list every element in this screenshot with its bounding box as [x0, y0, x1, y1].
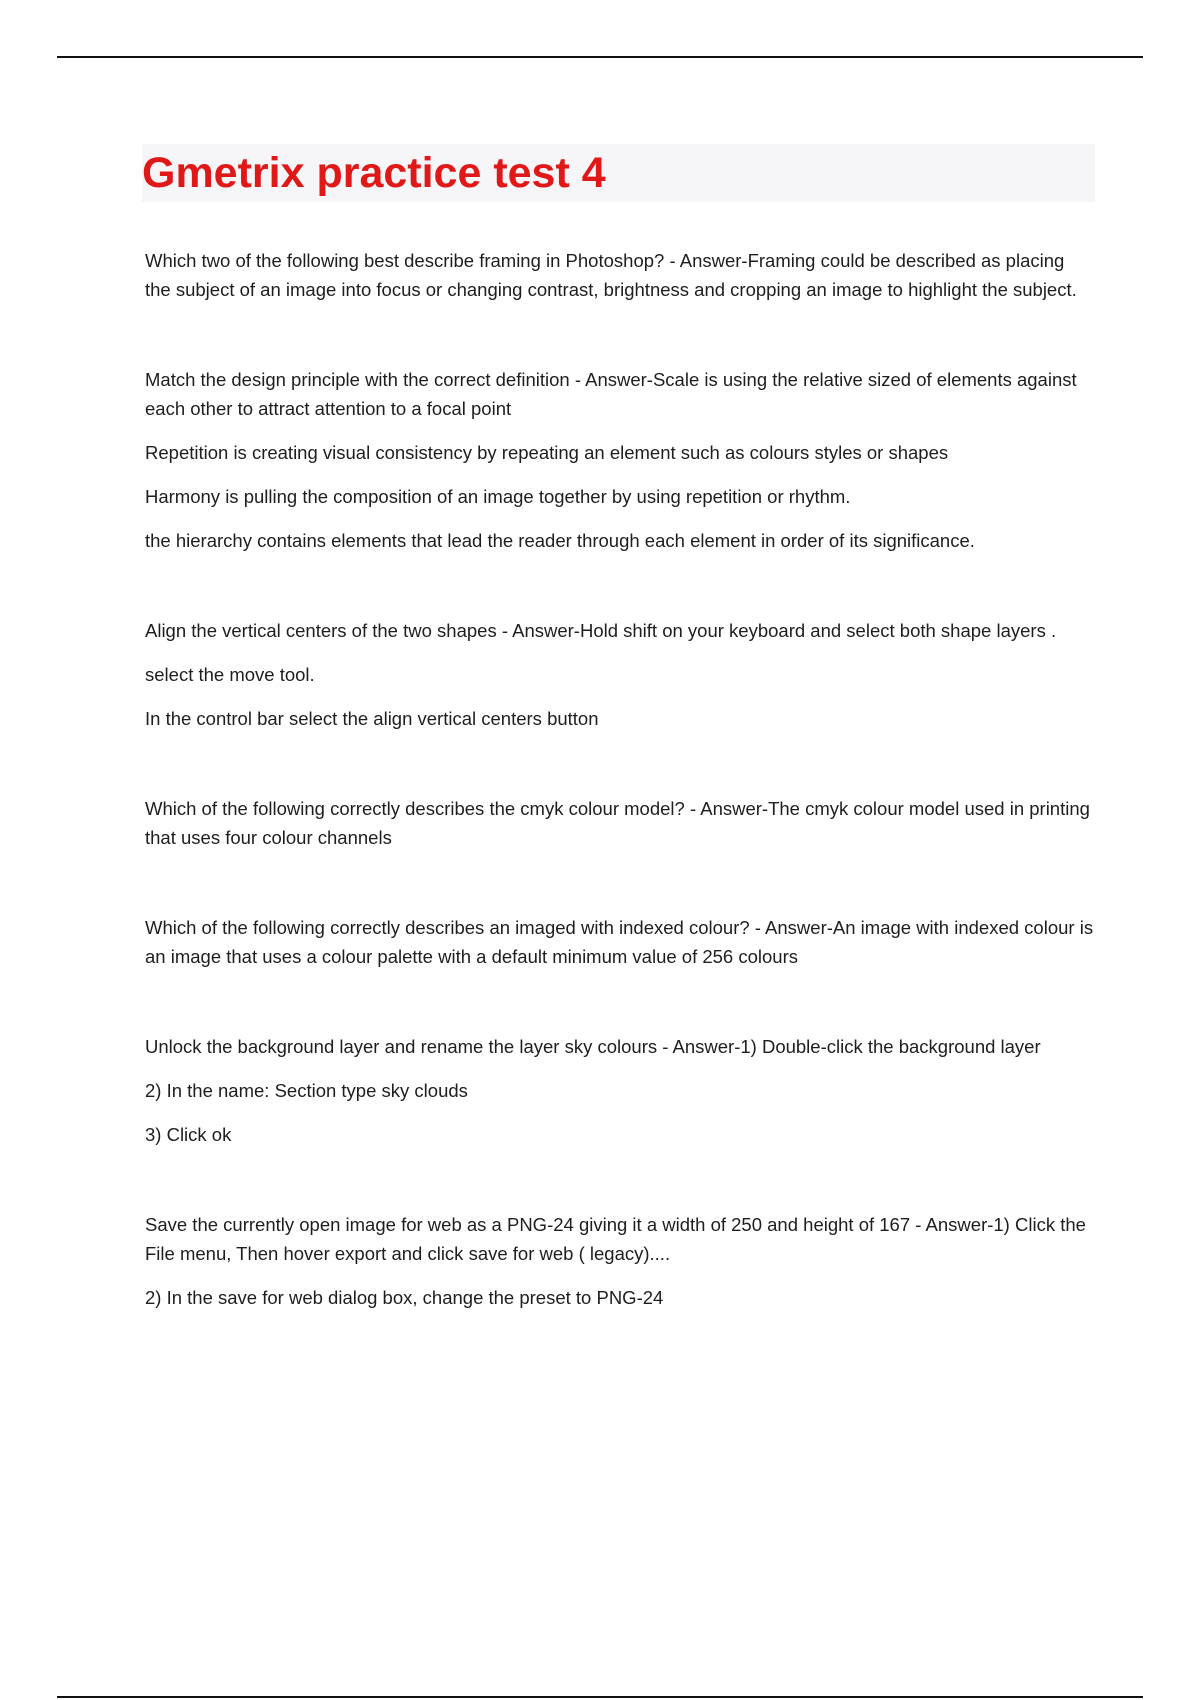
document-body: [142, 144, 1095, 1312]
entry-paragraph: 2) In the save for web dialog box, change the preset to PNG-24: [145, 1287, 664, 1308]
qa-entry-align-centers: [145, 616, 1095, 733]
qa-entry-save-for-web: [145, 1210, 1095, 1312]
entry-paragraph: select the move tool.: [145, 664, 315, 685]
entry-paragraph: Which two of the following best describe framing in Photoshop? - Answer-Framing could be described as placing the subject of an image into focus or changing contrast, brightness and cropping an image to highlight the subject.: [145, 250, 1077, 300]
qa-entry-cmyk: [145, 794, 1095, 852]
qa-entry-design-principles: [145, 365, 1095, 555]
entry-paragraph: Which of the following correctly describes the cmyk colour model? - Answer-The cmyk colour model used in printing that uses four colour channels: [145, 798, 1090, 848]
top-page-rule: [57, 56, 1143, 58]
entry-paragraph: Repetition is creating visual consistency by repeating an element such as colours styles or shapes: [145, 442, 949, 463]
entry-paragraph: Which of the following correctly describes an imaged with indexed colour? - Answer-An image with indexed colour is an image that uses a colour palette with a default minimum value of 256 colours: [145, 917, 1094, 967]
entry-paragraph: 2) In the name: Section type sky clouds: [145, 1080, 468, 1101]
entry-paragraph: 3) Click ok: [145, 1124, 232, 1145]
title-band: [142, 144, 1095, 202]
qa-entry-unlock-layer: [145, 1032, 1095, 1149]
qa-entry-indexed-colour: [145, 913, 1095, 971]
document-title: Gmetrix practice test 4: [142, 148, 606, 197]
entry-paragraph: Align the vertical centers of the two shapes - Answer-Hold shift on your keyboard and select both shape layers .: [145, 620, 1057, 641]
entry-paragraph: the hierarchy contains elements that lead the reader through each element in order of its significance.: [145, 530, 975, 551]
bottom-page-rule: [57, 1696, 1143, 1698]
qa-entry-framing: [145, 246, 1095, 304]
entry-paragraph: Harmony is pulling the composition of an image together by using repetition or rhythm.: [145, 486, 851, 507]
entry-paragraph: In the control bar select the align vertical centers button: [145, 708, 599, 729]
entry-paragraph: Match the design principle with the correct definition - Answer-Scale is using the relative sized of elements against each other to attract attention to a focal point: [145, 369, 1077, 419]
entry-paragraph: Save the currently open image for web as a PNG-24 giving it a width of 250 and height of 167 - Answer-1) Click the File menu, Then hover export and click save for web ( legacy)....: [145, 1214, 1086, 1264]
entry-paragraph: Unlock the background layer and rename the layer sky colours - Answer-1) Double-click the background layer: [145, 1036, 1041, 1057]
